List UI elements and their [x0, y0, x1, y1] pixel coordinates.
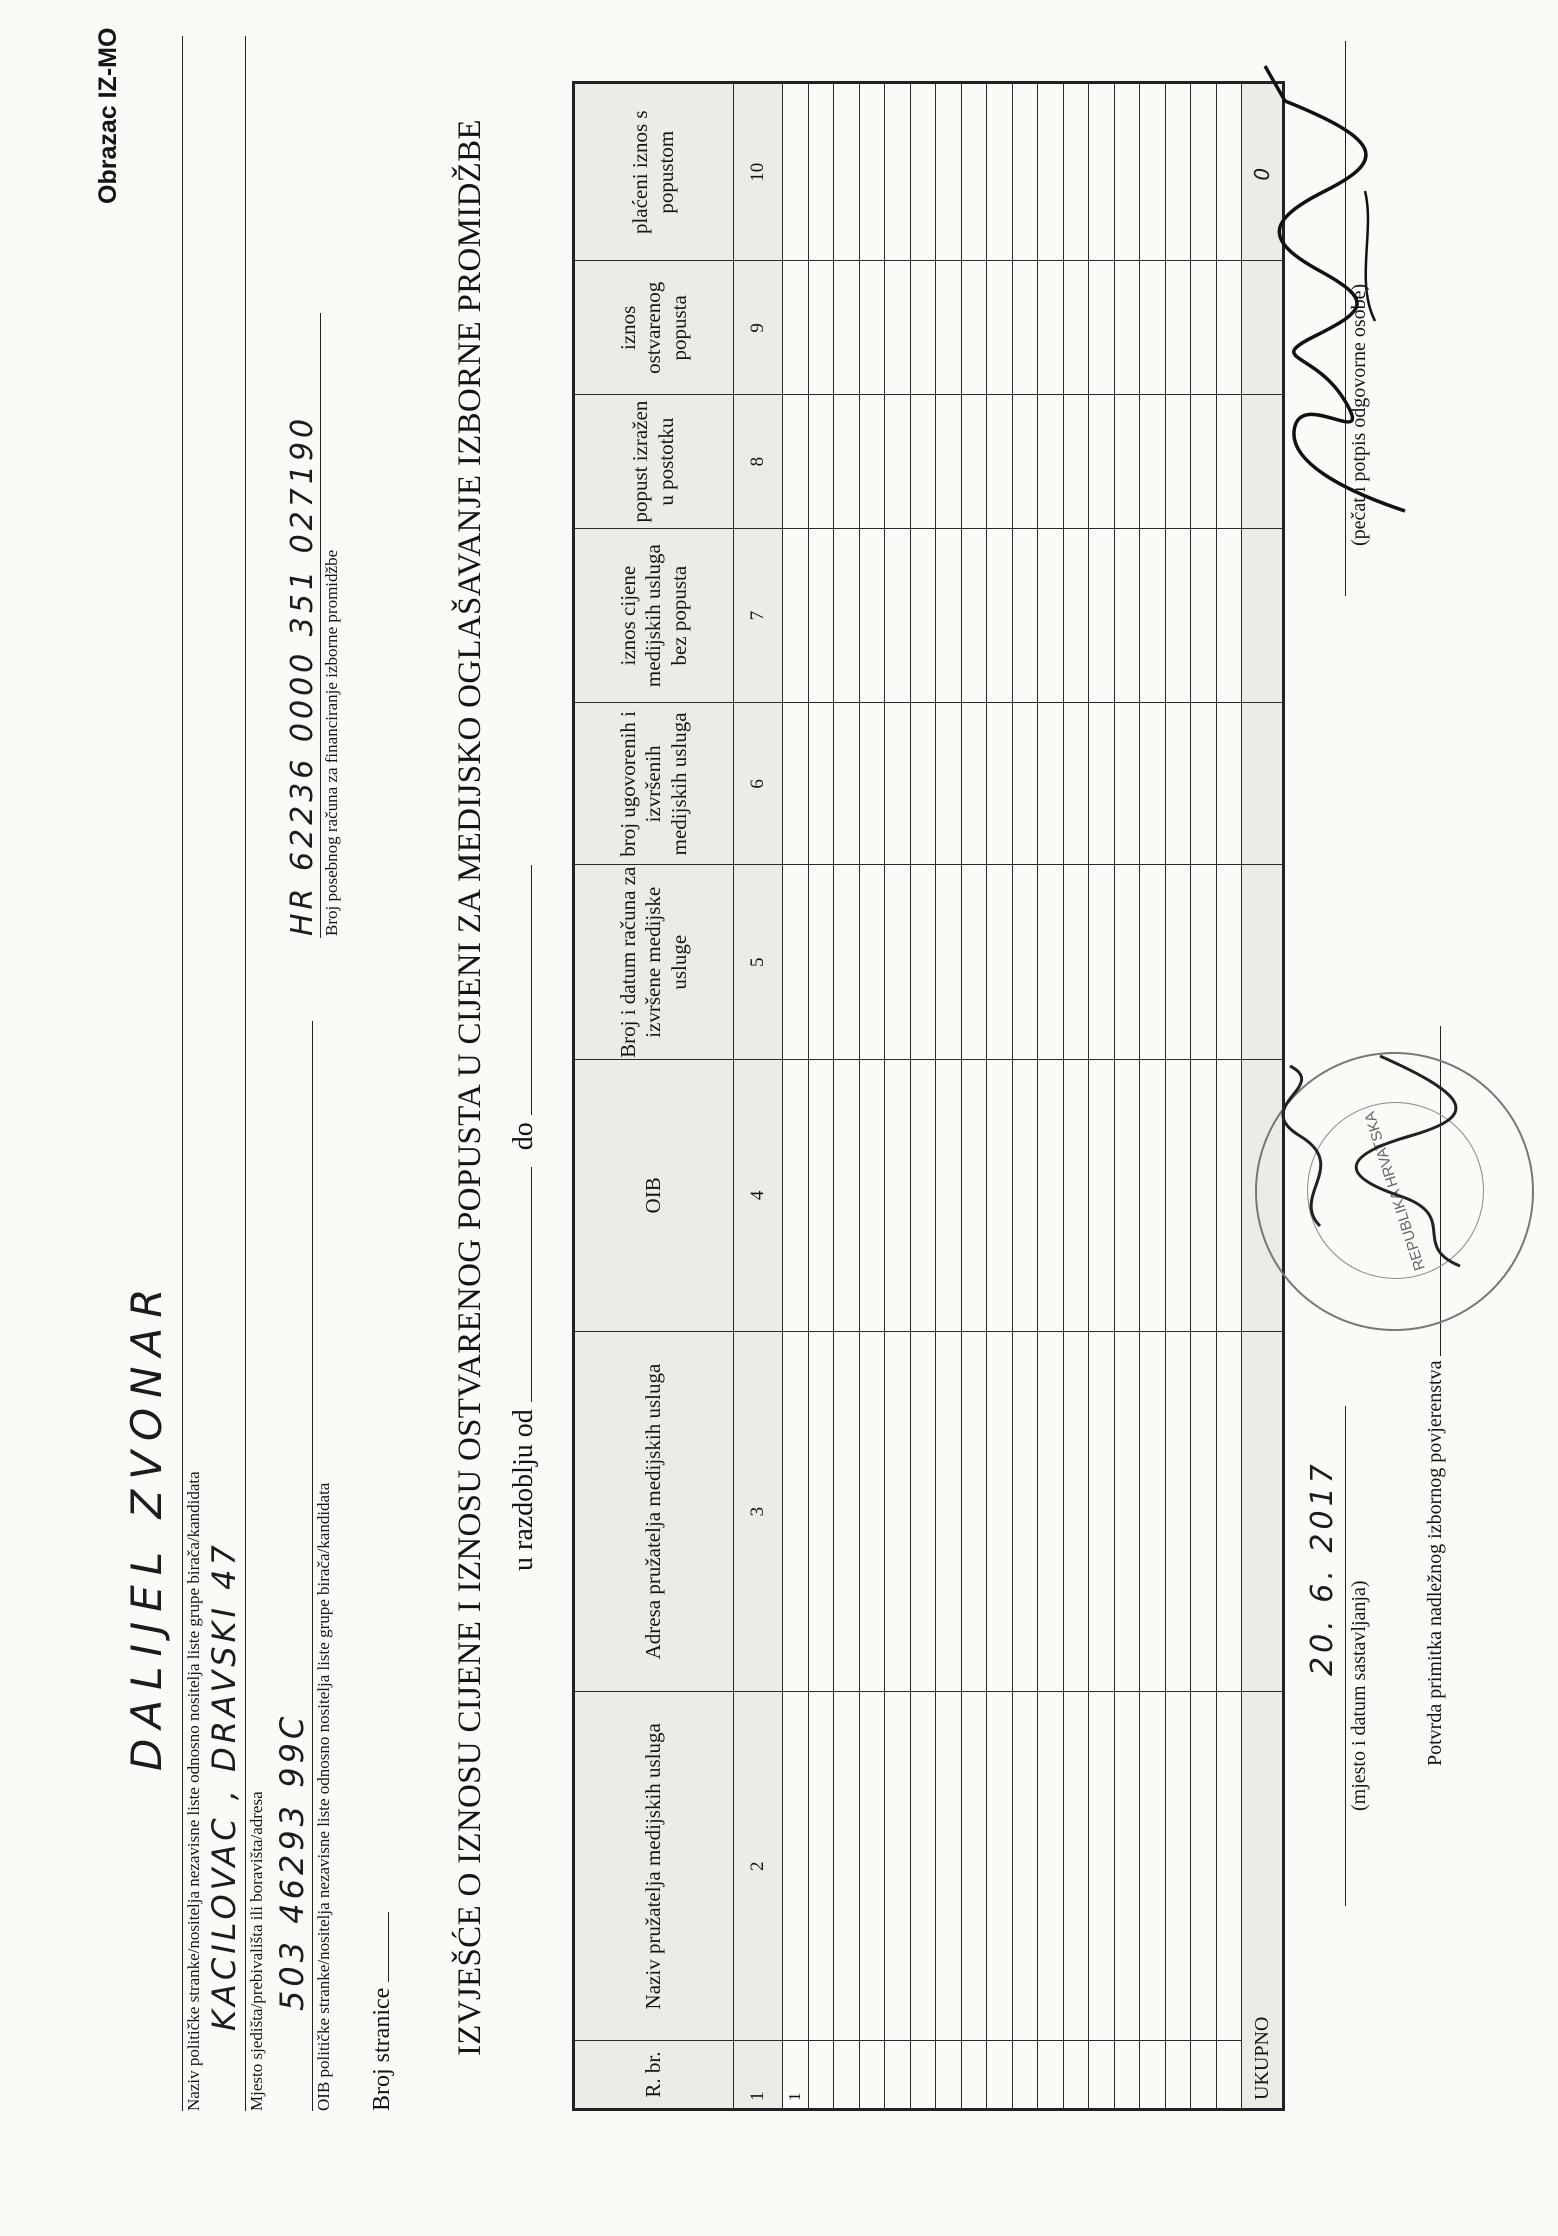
table-cell: [1165, 83, 1191, 261]
table-cell: [987, 1331, 1013, 1692]
table-cell: [961, 2041, 987, 2110]
table-cell: [1191, 261, 1217, 395]
report-title: IZVJEŠĆE O IZNOSU CIJENE I IZNOSU OSTVARENOG POPUSTA U CIJENI ZA MEDIJSKO OGLAŠAVANJE IZBORNE PROMIDŽBE: [452, 119, 488, 2056]
date-caption: (mjesto i datum sastavljanja): [1348, 1580, 1370, 1811]
table-cell: [808, 865, 834, 1060]
table-cell: [808, 1331, 834, 1692]
table-cell: [961, 865, 987, 1060]
table-cell: [1140, 2041, 1166, 2110]
table-cell: [1165, 261, 1191, 395]
table-cell: [1191, 529, 1217, 703]
table-cell: [1191, 395, 1217, 529]
account-line: [320, 313, 321, 938]
table-cell: [1038, 703, 1064, 865]
table-cell: [1140, 83, 1166, 261]
table-cell: [1063, 1060, 1089, 1332]
column-number: 2: [734, 1692, 783, 2041]
media-discount-table: [572, 81, 1285, 2111]
column-header: broj ugovorenih i izvršenih medijskih usluga: [574, 703, 734, 865]
column-header: plaćeni iznos s popustom: [574, 83, 734, 261]
table-cell: [859, 529, 885, 703]
period-to-label: do: [508, 1122, 539, 1151]
table-cell: [961, 1331, 987, 1692]
table-row: [1114, 83, 1140, 2110]
table-cell: [910, 703, 936, 865]
table-cell: [1012, 703, 1038, 865]
table-header-row: [574, 83, 734, 2110]
table-cell: [1216, 703, 1242, 865]
table-cell: [885, 1060, 911, 1332]
table-cell: [1191, 1692, 1217, 2041]
column-header: Adresa pružatelja medijskih usluga: [574, 1331, 734, 1692]
table-cell: [1038, 83, 1064, 261]
stamp-text: REPUBLIKA HRVATSKA: [1360, 1109, 1429, 1274]
table-cell: [910, 529, 936, 703]
table-cell: [1114, 261, 1140, 395]
party-name-handwritten: DALIJEL ZVONAR: [122, 1278, 171, 1771]
table-cell: [1114, 1060, 1140, 1332]
table-cell: [1063, 83, 1089, 261]
table-cell: [936, 865, 962, 1060]
table-row: [1191, 83, 1217, 2110]
table-cell: [936, 83, 962, 261]
table-cell: [961, 1692, 987, 2041]
signature-caption: (pečat i potpis odgovorne osobe): [1348, 283, 1370, 546]
table-cell: [961, 529, 987, 703]
table-cell: [1191, 703, 1217, 865]
table-cell: [808, 83, 834, 261]
table-cell: [1165, 865, 1191, 1060]
column-header: R. br.: [574, 2041, 734, 2110]
table-cell: [1216, 2041, 1242, 2110]
table-cell: [885, 703, 911, 865]
table-cell: [961, 261, 987, 395]
period-to-blank: [509, 865, 532, 1115]
table-cell: [1012, 1692, 1038, 2041]
table-cell: [910, 261, 936, 395]
table-cell: [1191, 83, 1217, 261]
table-cell: [1216, 1331, 1242, 1692]
table-cell: [1089, 703, 1115, 865]
table-row: [936, 83, 962, 2110]
column-number: 5: [734, 865, 783, 1060]
table-cell: [1165, 703, 1191, 865]
date-line: [1345, 1406, 1346, 1906]
table-cell: [910, 83, 936, 261]
table-cell: [834, 1692, 860, 2041]
page-number-blank: [366, 1912, 389, 1982]
address-caption: Mjesto sjedišta/prebivališta ili boravišta/adresa: [247, 1791, 266, 2111]
account-caption: Broj posebnog računa za financiranje izborne promidžbe: [322, 549, 341, 936]
table-cell: [936, 1692, 962, 2041]
table-cell: [1063, 261, 1089, 395]
table-cell: [834, 261, 860, 395]
table-cell: [1012, 529, 1038, 703]
table-cell: [783, 1060, 809, 1332]
table-cell: [936, 1060, 962, 1332]
table-cell: [1165, 2041, 1191, 2110]
table-cell: [1089, 395, 1115, 529]
table-cell: [885, 83, 911, 261]
period-from-blank: [509, 1167, 532, 1402]
column-number: 3: [734, 1331, 783, 1692]
table-cell: [1165, 1331, 1191, 1692]
table-cell: [1114, 1692, 1140, 2041]
table-cell: [783, 529, 809, 703]
table-row: [1089, 83, 1115, 2110]
table-cell: [936, 261, 962, 395]
column-number: 8: [734, 395, 783, 529]
column-header: Naziv pružatelja medijskih usluga: [574, 1692, 734, 2041]
oib-caption: OIB političke stranke/nositelja nezavisne liste odnosno nositelja liste grupe birača/kandidata: [314, 1482, 333, 2111]
table-cell: [1089, 1692, 1115, 2041]
table-cell: [987, 2041, 1013, 2110]
table-row: [910, 83, 936, 2110]
table-cell: [910, 2041, 936, 2110]
table-cell: [859, 395, 885, 529]
table-cell: [1038, 529, 1064, 703]
table-cell: [1191, 2041, 1217, 2110]
table-cell: [1140, 865, 1166, 1060]
address-line: [245, 36, 246, 2111]
column-number: 6: [734, 703, 783, 865]
table-cell: [1038, 261, 1064, 395]
table-cell: [1012, 395, 1038, 529]
table-row: [808, 83, 834, 2110]
table-cell: [987, 865, 1013, 1060]
table-cell: [936, 703, 962, 865]
column-number: 9: [734, 261, 783, 395]
table-cell: [783, 1692, 809, 2041]
column-number: 10: [734, 83, 783, 261]
table-cell: [1216, 529, 1242, 703]
table-cell: [1114, 865, 1140, 1060]
table-cell: [1191, 1331, 1217, 1692]
table-cell: [859, 865, 885, 1060]
table-cell: [808, 2041, 834, 2110]
table-cell: [1089, 83, 1115, 261]
table-cell: [1216, 865, 1242, 1060]
table-cell: [961, 395, 987, 529]
table-cell: [859, 1331, 885, 1692]
column-header: OIB: [574, 1060, 734, 1332]
table-cell: [1140, 1692, 1166, 2041]
table-cell: [910, 1331, 936, 1692]
table-cell: [1012, 1331, 1038, 1692]
table-cell: [808, 1692, 834, 2041]
table-cell: [783, 261, 809, 395]
table-cell: [987, 395, 1013, 529]
table-cell: [1038, 2041, 1064, 2110]
total-cell: [1242, 703, 1284, 865]
table-cell: [859, 83, 885, 261]
table-cell: [834, 1060, 860, 1332]
table-cell: [1012, 865, 1038, 1060]
table-cell: [1038, 1692, 1064, 2041]
total-paid-value: 0: [1242, 83, 1284, 261]
table-cell: [910, 865, 936, 1060]
receipt-label: Potvrda primitka nadležnog izbornog povjerenstva: [1424, 1360, 1446, 1766]
table-cell: [1165, 1060, 1191, 1332]
table-cell: [961, 1060, 987, 1332]
table-cell: [783, 703, 809, 865]
table-cell: [1012, 83, 1038, 261]
table-cell: [1063, 395, 1089, 529]
table-cell: [936, 395, 962, 529]
table-cell: [1165, 1692, 1191, 2041]
page-number-field: [366, 1912, 396, 2111]
column-number: 7: [734, 529, 783, 703]
table-cell: 1: [783, 2041, 809, 2110]
table-cell: [834, 529, 860, 703]
table-cell: [910, 1692, 936, 2041]
table-cell: [987, 529, 1013, 703]
party-name-line: [182, 36, 183, 2111]
table-cell: [885, 1692, 911, 2041]
table-cell: [1165, 529, 1191, 703]
table-cell: [834, 2041, 860, 2110]
total-cell: [1242, 529, 1284, 703]
party-name-caption: Naziv političke stranke/nositelja nezavisne liste odnosno nositelja liste grupe birača/kandidata: [184, 1471, 203, 2111]
total-cell: [1242, 1331, 1284, 1692]
table-cell: [1089, 529, 1115, 703]
table-cell: [1114, 83, 1140, 261]
table-cell: [859, 703, 885, 865]
table-cell: [1012, 261, 1038, 395]
table-cell: [961, 83, 987, 261]
table-row: [859, 83, 885, 2110]
table-body: [783, 83, 1242, 2110]
table-cell: [859, 261, 885, 395]
table-cell: [834, 395, 860, 529]
table-cell: [1140, 703, 1166, 865]
table-cell: [808, 1060, 834, 1332]
table-cell: [783, 1331, 809, 1692]
table-cell: [808, 261, 834, 395]
table-cell: [1216, 1060, 1242, 1332]
table-cell: [1038, 1060, 1064, 1332]
responsible-person-signature: [1225, 51, 1420, 521]
account-handwritten: HR 62236 0000 351 027190: [285, 414, 320, 936]
table-cell: [885, 395, 911, 529]
period-from-label: u razdoblju od: [508, 1409, 539, 1571]
table-cell: [987, 1060, 1013, 1332]
form-code: Obrazac IZ-MO: [94, 27, 122, 204]
table-cell: [859, 2041, 885, 2110]
table-cell: [1063, 2041, 1089, 2110]
table-cell: [936, 2041, 962, 2110]
table-cell: [1038, 865, 1064, 1060]
table-cell: [1140, 529, 1166, 703]
table-row: [961, 83, 987, 2110]
table-row: [1140, 83, 1166, 2110]
date-handwritten: 20. 6. 2017: [1305, 1460, 1340, 1676]
column-number: 4: [734, 1060, 783, 1332]
table-cell: [1089, 1331, 1115, 1692]
table-cell: [1089, 2041, 1115, 2110]
table-cell: [1140, 395, 1166, 529]
table-cell: [834, 865, 860, 1060]
table-cell: [1191, 865, 1217, 1060]
table-cell: [1114, 395, 1140, 529]
table-cell: [1063, 703, 1089, 865]
table-cell: [1140, 1060, 1166, 1332]
table-cell: [859, 1060, 885, 1332]
table-cell: [936, 529, 962, 703]
oib-line: [312, 1021, 313, 2111]
table-cell: [1038, 395, 1064, 529]
table-cell: [885, 1331, 911, 1692]
table-cell: [834, 703, 860, 865]
table-cell: [910, 395, 936, 529]
table-cell: [936, 1331, 962, 1692]
address-handwritten: KACILOVAC , DRAVSKI 47: [205, 1541, 243, 2031]
table-cell: [1191, 1060, 1217, 1332]
period-line: [508, 865, 540, 1571]
table-cell: [783, 83, 809, 261]
table-cell: [834, 83, 860, 261]
table-cell: [783, 395, 809, 529]
oib-handwritten: 503 46293 99C: [273, 1712, 311, 2011]
table-row: [1038, 83, 1064, 2110]
column-number: 1: [734, 2041, 783, 2110]
table-cell: [1089, 1060, 1115, 1332]
table-cell: [885, 865, 911, 1060]
table-cell: [1012, 1060, 1038, 1332]
table-cell: [987, 83, 1013, 261]
table-cell: [783, 865, 809, 1060]
table-cell: [885, 2041, 911, 2110]
committee-signature-scribble: [1260, 1026, 1500, 1286]
column-header: Broj i datum računa za izvršene medijske usluge: [574, 865, 734, 1060]
table-cell: [1089, 865, 1115, 1060]
page-number-label: Broj stranice: [369, 1987, 395, 2111]
table-cell: [987, 1692, 1013, 2041]
table-row: [987, 83, 1013, 2110]
table-cell: [910, 1060, 936, 1332]
table-cell: [1140, 261, 1166, 395]
column-header: popust izražen u postotku: [574, 395, 734, 529]
table-cell: [1114, 529, 1140, 703]
column-header: iznos cijene medijskih usluga bez popusta: [574, 529, 734, 703]
table-cell: [808, 703, 834, 865]
table-cell: [1216, 1692, 1242, 2041]
column-header: iznos ostvarenog popusta: [574, 261, 734, 395]
table-cell: [808, 529, 834, 703]
table-cell: [1063, 529, 1089, 703]
table-cell: [1012, 2041, 1038, 2110]
table-cell: [1114, 1331, 1140, 1692]
table-row: [1165, 83, 1191, 2110]
total-label: UKUPNO: [1242, 1692, 1284, 2110]
column-number-row: [734, 83, 783, 2110]
table-row: [885, 83, 911, 2110]
table-cell: [885, 261, 911, 395]
table-cell: [1038, 1331, 1064, 1692]
table-cell: [808, 395, 834, 529]
table-row: [783, 83, 809, 2110]
table-cell: [1114, 703, 1140, 865]
table-cell: [859, 1692, 885, 2041]
table-cell: [1063, 1331, 1089, 1692]
table-row: [1012, 83, 1038, 2110]
table-cell: [1114, 2041, 1140, 2110]
table-cell: [961, 703, 987, 865]
table-cell: [1140, 1331, 1166, 1692]
table-cell: [834, 1331, 860, 1692]
table-row: [834, 83, 860, 2110]
table-cell: [1063, 865, 1089, 1060]
table-cell: [1089, 261, 1115, 395]
table-cell: [1063, 1692, 1089, 2041]
table-cell: [987, 703, 1013, 865]
table-row: [1063, 83, 1089, 2110]
table-cell: [987, 261, 1013, 395]
table-cell: [1165, 395, 1191, 529]
table-cell: [885, 529, 911, 703]
